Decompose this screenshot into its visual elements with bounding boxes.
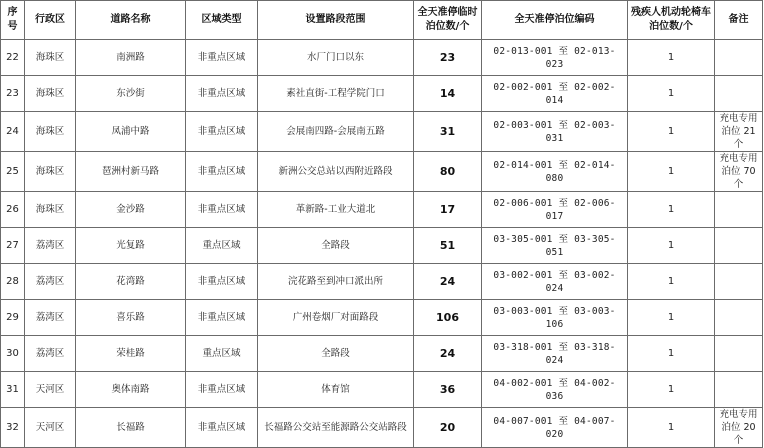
cell-range: 广州卷烟厂对面路段: [258, 300, 414, 336]
cell-accessible: 1: [628, 152, 715, 192]
table-row: [1, 192, 763, 228]
table-row: [1, 372, 763, 408]
cell-district: 海珠区: [25, 40, 76, 76]
cell-accessible: 1: [628, 192, 715, 228]
cell-accessible: 1: [628, 228, 715, 264]
cell-road: 琶洲村新马路: [76, 152, 186, 192]
cell-road: 奥体南路: [76, 372, 186, 408]
cell-note: 充电专用泊位 70 个: [715, 152, 763, 192]
table-header-row: [1, 1, 763, 40]
cell-road: 荣桂路: [76, 336, 186, 372]
cell-note: [715, 40, 763, 76]
cell-code: 03-318-001 至 03-318-024: [482, 336, 628, 372]
cell-code: 04-007-001 至 04-007-020: [482, 408, 628, 448]
cell-range: 素社直街-工程学院门口: [258, 76, 414, 112]
cell-zone: 非重点区域: [186, 372, 258, 408]
cell-accessible: 1: [628, 76, 715, 112]
cell-road: 喜乐路: [76, 300, 186, 336]
header-range: 设置路段范围: [258, 1, 414, 40]
header-accessible: 残疾人机动轮椅车泊位数/个: [628, 1, 715, 40]
cell-total: 24: [414, 264, 482, 300]
cell-road: 东沙街: [76, 76, 186, 112]
header-district: 行政区: [25, 1, 76, 40]
cell-accessible: 1: [628, 408, 715, 448]
cell-road: 光复路: [76, 228, 186, 264]
cell-district: 海珠区: [25, 192, 76, 228]
cell-district: 海珠区: [25, 76, 76, 112]
cell-seq: 30: [1, 336, 25, 372]
cell-seq: 23: [1, 76, 25, 112]
cell-note: [715, 336, 763, 372]
cell-total: 106: [414, 300, 482, 336]
cell-range: 浣花路至到冲口派出所: [258, 264, 414, 300]
header-note: 备注: [715, 1, 763, 40]
cell-seq: 26: [1, 192, 25, 228]
cell-note: [715, 264, 763, 300]
cell-code: 04-002-001 至 04-002-036: [482, 372, 628, 408]
cell-total: 17: [414, 192, 482, 228]
cell-note: 充电专用泊位 21 个: [715, 112, 763, 152]
header-code: 全天准停泊位编码: [482, 1, 628, 40]
cell-code: 03-305-001 至 03-305-051: [482, 228, 628, 264]
cell-total: 20: [414, 408, 482, 448]
cell-note: [715, 228, 763, 264]
cell-seq: 32: [1, 408, 25, 448]
header-total: 全天准停临时泊位数/个: [414, 1, 482, 40]
cell-district: 荔湾区: [25, 336, 76, 372]
cell-seq: 29: [1, 300, 25, 336]
cell-seq: 24: [1, 112, 25, 152]
cell-total: 36: [414, 372, 482, 408]
cell-zone: 非重点区域: [186, 408, 258, 448]
header-seq: 序号: [1, 1, 25, 40]
cell-range: 会展南四路-会展南五路: [258, 112, 414, 152]
table-row: [1, 264, 763, 300]
table-row: [1, 300, 763, 336]
cell-zone: 非重点区域: [186, 300, 258, 336]
cell-total: 31: [414, 112, 482, 152]
cell-accessible: 1: [628, 40, 715, 76]
cell-total: 51: [414, 228, 482, 264]
header-road: 道路名称: [76, 1, 186, 40]
cell-code: 02-002-001 至 02-002-014: [482, 76, 628, 112]
cell-accessible: 1: [628, 112, 715, 152]
table-row: [1, 228, 763, 264]
table-row: [1, 76, 763, 112]
cell-code: 02-003-001 至 02-003-031: [482, 112, 628, 152]
cell-seq: 22: [1, 40, 25, 76]
cell-district: 荔湾区: [25, 228, 76, 264]
cell-accessible: 1: [628, 300, 715, 336]
cell-total: 14: [414, 76, 482, 112]
cell-accessible: 1: [628, 372, 715, 408]
table-body: [1, 40, 763, 448]
cell-zone: 非重点区域: [186, 152, 258, 192]
cell-code: 03-002-001 至 03-002-024: [482, 264, 628, 300]
cell-accessible: 1: [628, 336, 715, 372]
cell-zone: 非重点区域: [186, 112, 258, 152]
cell-note: [715, 192, 763, 228]
cell-range: 水厂门口以东: [258, 40, 414, 76]
cell-code: 02-013-001 至 02-013-023: [482, 40, 628, 76]
cell-seq: 31: [1, 372, 25, 408]
cell-district: 海珠区: [25, 112, 76, 152]
table-row: [1, 40, 763, 76]
cell-range: 体育馆: [258, 372, 414, 408]
cell-total: 24: [414, 336, 482, 372]
cell-code: 02-014-001 至 02-014-080: [482, 152, 628, 192]
cell-note: [715, 300, 763, 336]
cell-district: 天河区: [25, 372, 76, 408]
cell-note: [715, 76, 763, 112]
cell-code: 03-003-001 至 03-003-106: [482, 300, 628, 336]
table-row: [1, 152, 763, 192]
cell-total: 80: [414, 152, 482, 192]
cell-zone: 非重点区域: [186, 40, 258, 76]
cell-zone: 重点区域: [186, 228, 258, 264]
cell-range: 革新路-工业大道北: [258, 192, 414, 228]
cell-zone: 非重点区域: [186, 264, 258, 300]
cell-accessible: 1: [628, 264, 715, 300]
table-row: [1, 336, 763, 372]
cell-zone: 非重点区域: [186, 76, 258, 112]
cell-district: 海珠区: [25, 152, 76, 192]
cell-code: 02-006-001 至 02-006-017: [482, 192, 628, 228]
cell-road: 金沙路: [76, 192, 186, 228]
cell-range: 全路段: [258, 336, 414, 372]
cell-seq: 27: [1, 228, 25, 264]
cell-range: 长福路公交站至能源路公交站路段: [258, 408, 414, 448]
table-row: [1, 408, 763, 448]
cell-seq: 28: [1, 264, 25, 300]
cell-road: 花湾路: [76, 264, 186, 300]
table-row: [1, 112, 763, 152]
cell-road: 长福路: [76, 408, 186, 448]
cell-zone: 重点区域: [186, 336, 258, 372]
cell-range: 新洲公交总站以西附近路段: [258, 152, 414, 192]
cell-district: 荔湾区: [25, 300, 76, 336]
cell-range: 全路段: [258, 228, 414, 264]
cell-total: 23: [414, 40, 482, 76]
header-zone: 区域类型: [186, 1, 258, 40]
cell-road: 凤浦中路: [76, 112, 186, 152]
cell-zone: 非重点区域: [186, 192, 258, 228]
cell-seq: 25: [1, 152, 25, 192]
cell-road: 南洲路: [76, 40, 186, 76]
cell-district: 天河区: [25, 408, 76, 448]
cell-district: 荔湾区: [25, 264, 76, 300]
cell-note: [715, 372, 763, 408]
cell-note: 充电专用泊位 20 个: [715, 408, 763, 448]
